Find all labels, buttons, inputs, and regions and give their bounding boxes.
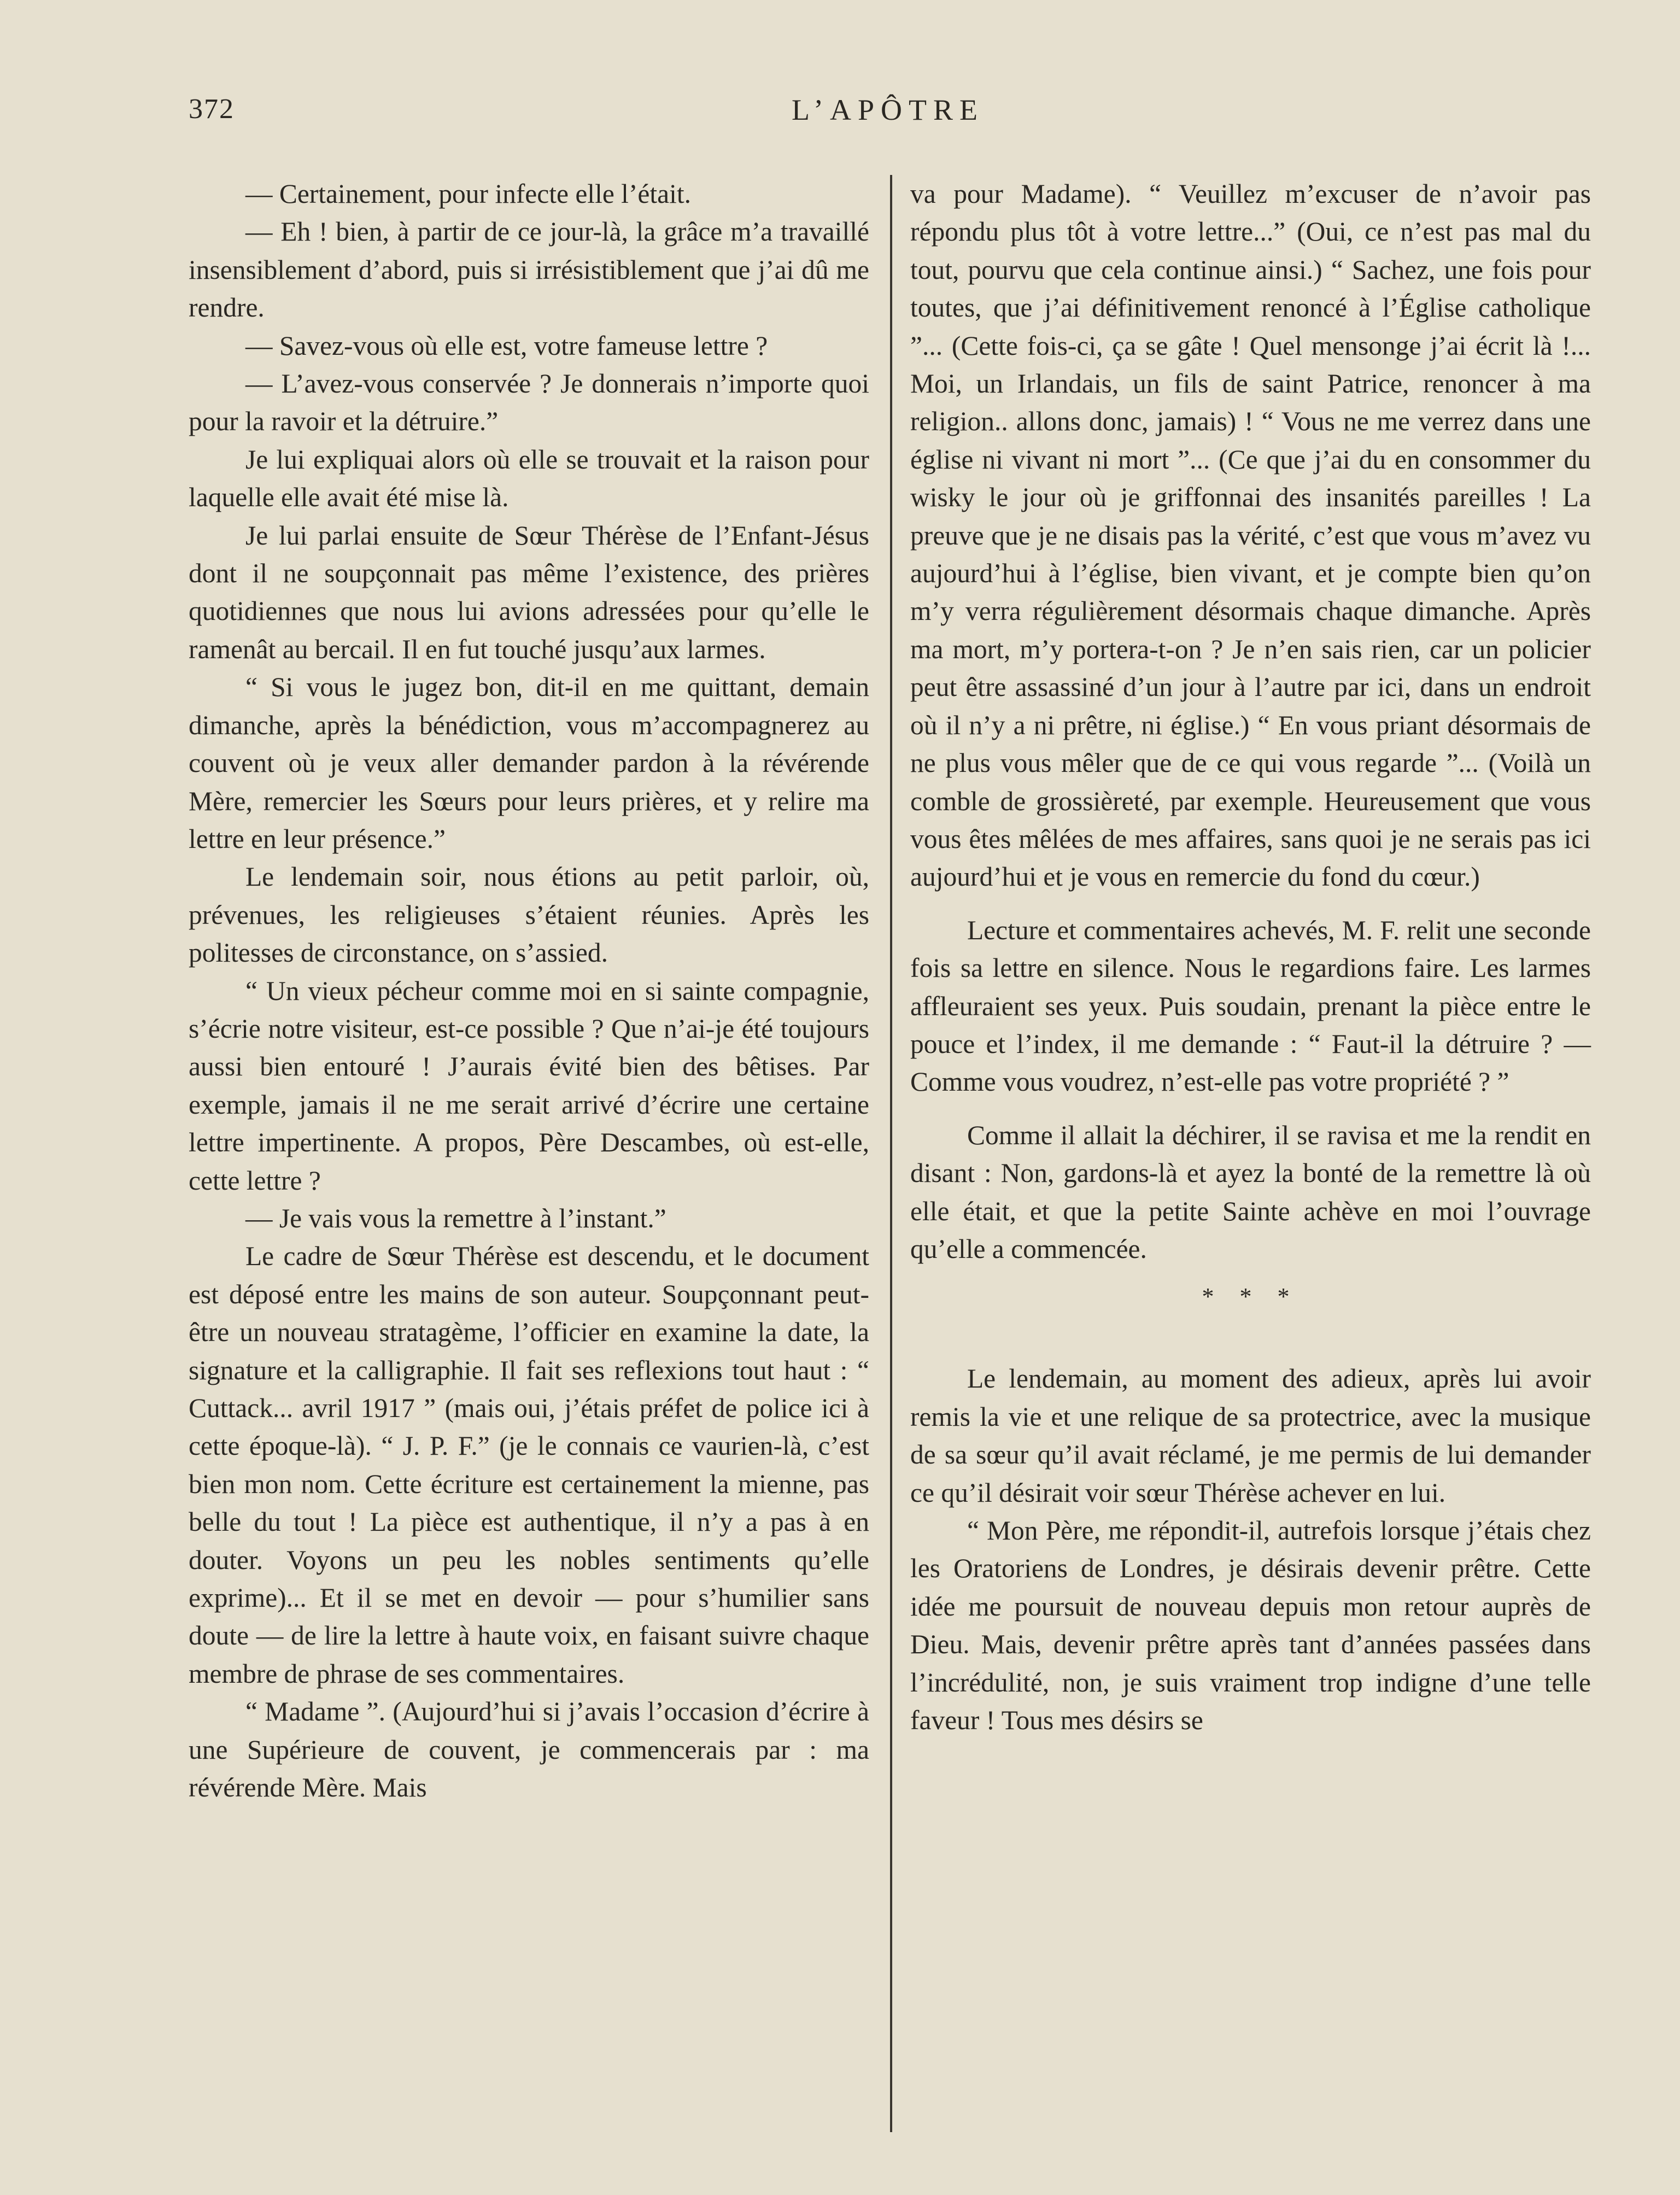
paragraph: — L’avez-vous conservée ? Je donnerais n’importe quoi pour la ravoir et la détruire.” xyxy=(189,368,869,437)
paragraph-continuation: va pour Madame). “ Veuillez m’excuser de n’avoir pas répondu plus tôt à votre lettre...” (Oui, ce n’est pas mal du tout, pourvu que cela continue ainsi.) “ Sachez, une fois pour toutes, que j’ai définitivement renoncé à l’Église catholique ”... (Cette fois-ci, ça se gâte ! Quel mensonge j’ai écrit là !... Moi, un Irlandais, un fils de saint Patrice, renoncer à ma religion.. allons donc, jamais) ! “ Vous ne me verrez dans une église ni vivant ni mort ”... (Ce que j’ai du en consommer du wisky le jour où je griffonnai des insanités pareilles ! La preuve que je ne disais pas la vérité, c’est que vous m’avez vu aujourd’hui à l’église, bien vivant, et je compte bien qu’on m’y verra régulièrement désormais chaque dimanche. Après ma mort, m’y portera-t-on ? Je n’en sais rien, car un policier peut être assassiné d’un jour à l’autre par ici, dans un endroit où il n’y a ni prêtre, ni église.) “ En vous priant désormais de ne plus vous mêler que de ce qui vous regarde ”... (Voilà un comble de grossièreté, par exemple. Heureusement que vous vous êtes mêlées de mes affaires, sans quoi je ne serais pas ici aujourd’hui et je vous en remercie du fond du cœur.) xyxy=(910,179,1591,892)
paragraph: “ Mon Père, me répondit-il, autrefois lorsque j’étais chez les Oratoriens de Londres, je désirais devenir prêtre. Cette idée me poursuit de nouveau depuis mon retour auprès de Dieu. Mais, devenir prêtre après tant d’années passées dans l’incrédulité, non, je suis vraiment trop indigne d’une telle faveur ! Tous mes désirs se xyxy=(910,1515,1591,1736)
page-number: 372 xyxy=(189,93,235,125)
column-divider xyxy=(890,175,892,2132)
paragraph: Je lui parlai ensuite de Sœur Thérèse de l’Enfant-Jésus dont il ne soupçonnait pas même l’existence, des prières quotidiennes que nous lui avions adressées pour qu’elle le ramenât au bercail. Il en fut touché jusqu’aux larmes. xyxy=(189,520,869,664)
running-header xyxy=(189,93,1587,142)
paragraph: Comme il allait la déchirer, il se ravisa et me la rendit en disant : Non, gardons-là et ayez la bonté de la remettre là où elle était, et que la petite Sainte achève en moi l’ouvrage qu’elle a commencée. xyxy=(910,1120,1591,1264)
paragraph: Lecture et commentaires achevés, M. F. relit une seconde fois sa lettre en silence. Nous le regardions faire. Les larmes affleuraient ses yeux. Puis soudain, prenant la pièce entre le pouce et l’index, il me demande : “ Faut-il la détruire ? — Comme vous voudrez, n’est-elle pas votre propriété ? ” xyxy=(910,915,1591,1097)
paragraph: Le lendemain soir, nous étions au petit parloir, où, prévenues, les religieuses s’étaient réunies. Après les politesses de circonstance, on s’assied. xyxy=(189,862,869,968)
paragraph: Le lendemain, au moment des adieux, après lui avoir remis la vie et une relique de sa protectrice, avec la musique de sa sœur qu’il avait réclamé, je me permis de lui demander ce qu’il désirait voir sœur Thérèse achever en lui. xyxy=(910,1363,1591,1508)
section-separator: * * * xyxy=(1202,1283,1299,1310)
running-title: L’APÔTRE xyxy=(791,93,985,126)
paragraph: — Certainement, pour infecte elle l’était. xyxy=(245,179,691,209)
right-column xyxy=(910,175,1591,1739)
paragraph: “ Un vieux pécheur comme moi en si sainte compagnie, s’écrie notre visiteur, est-ce possible ? Que n’ai-je été toujours aussi bien entouré ! J’aurais évité bien des bêtises. Par exemple, jamais il ne me serait arrivé d’écrire une certaine lettre impertinente. A propos, Père Descambes, où est-elle, cette lettre ? xyxy=(189,975,869,1196)
paragraph: — Eh ! bien, à partir de ce jour-là, la grâce m’a travaillé insensiblement d’abord, puis si irrésistiblement que j’ai dû me rendre. xyxy=(189,216,869,323)
paragraph: Le cadre de Sœur Thérèse est descendu, et le document est déposé entre les mains de son auteur. Soupçonnant peut-être un nouveau stratagème, l’officier en examine la date, la signature et la calligraphie. Il fait ses reflexions tout haut : “ Cuttack... avril 1917 ” (mais oui, j’étais préfet de police ici à cette époque-là). “ J. P. F.” (je le connais ce vaurien-là, c’est bien mon nom. Cette écriture est certainement la mienne, pas belle du tout ! La pièce est authentique, il n’y a pas à en douter. Voyons un peu les nobles sentiments qu’elle exprime)... Et il se met en devoir — pour s’humilier sans doute — de lire la lettre à haute voix, en faisant suivre chaque membre de phrase de ses commentaires. xyxy=(189,1241,869,1689)
paragraph: “ Madame ”. (Aujourd’hui si j’avais l’occasion d’écrire à une Supérieure de couvent, je commencerais par : ma révérende Mère. Mais xyxy=(189,1696,869,1803)
paragraph: — Savez-vous où elle est, votre fameuse lettre ? xyxy=(245,330,768,361)
paragraph: “ Si vous le jugez bon, dit-il en me quittant, demain dimanche, après la bénédiction, vous m’accompagnerez au couvent où je veux aller demander pardon à la révérende Mère, remercier les Sœurs pour leurs prières, et y relire ma lettre en leur présence.” xyxy=(189,672,869,854)
paragraph: — Je vais vous la remettre à l’instant.” xyxy=(245,1203,666,1233)
paragraph: Je lui expliquai alors où elle se trouvait et la raison pour laquelle elle avait été mise là. xyxy=(189,444,869,513)
left-column xyxy=(189,175,869,1806)
